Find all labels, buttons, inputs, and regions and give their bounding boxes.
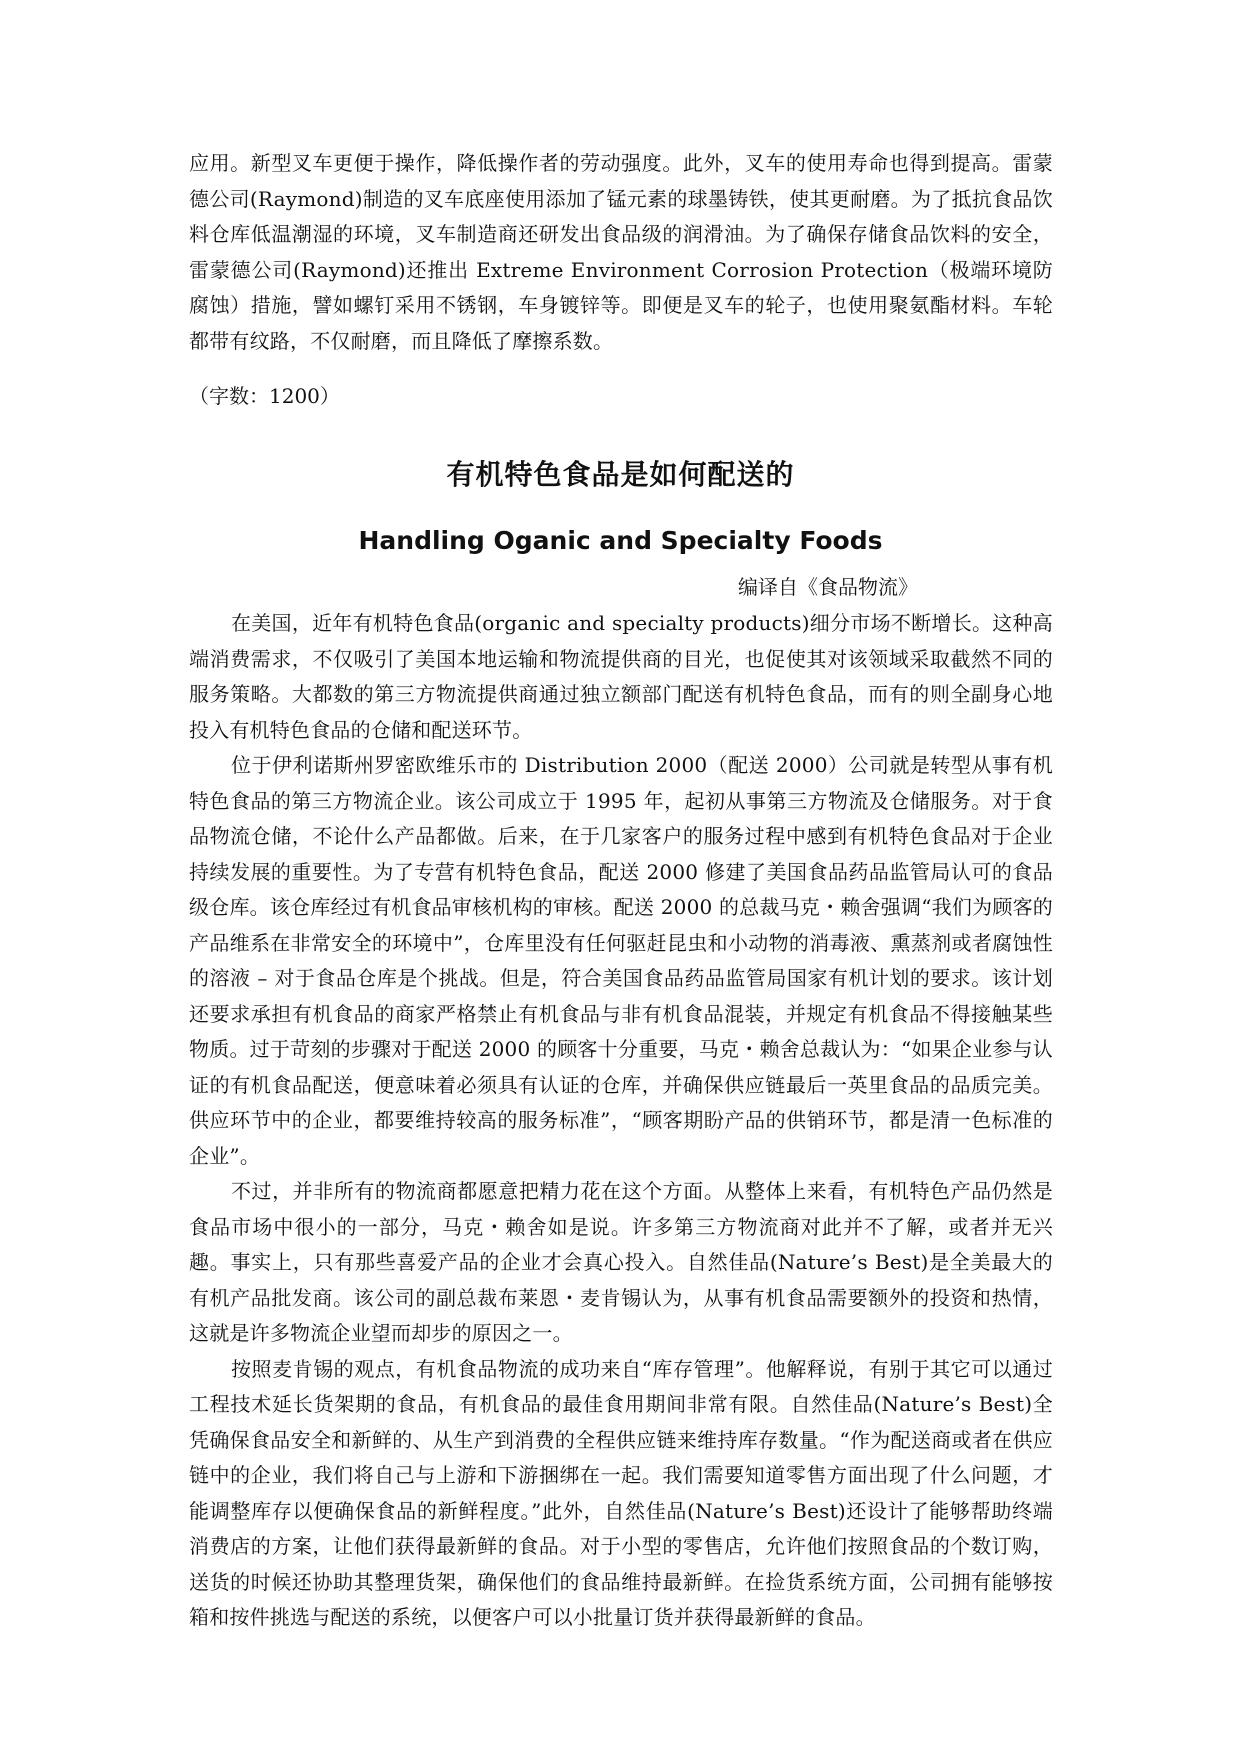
top-text-block (189, 146, 1053, 359)
word-count-note: （字数：1200） (189, 384, 340, 408)
body-paragraph: 位于伊利诺斯州罗密欧维乐市的 Distribution 2000（配送 2000）公司就是转型从事有机特色食品的第三方物流企业。该公司成立于 1995 年，起初从事第三方物流及仓储服务。对于食品物流仓储，不论什么产品都做。后来，在于几家客户的服务过程中感到有机特色食品对于企业持续发展的重要性。为了专营有机特色食品，配送 2000 修建了美国食品药品监管局认可的食品级仓库。该仓库经过有机食品审核机构的审核。配送 2000 的总裁马克・赖舍强调“我们为顾客的产品维系在非常安全的环境中”，仓库里没有任何驱赶昆虫和小动物的消毒液、熏蒸剂或者腐蚀性的溶液 – 对于食品仓库是个挑战。但是，符合美国食品药品监管局国家有机计划的要求。该计划还要求承担有机食品的商家严格禁止有机食品与非有机食品混装，并规定有机食品不得接触某些物质。过于苛刻的步骤对于配送 2000 的顾客十分重要，马克・赖舍总裁认为：“如果企业参与认证的有机食品配送，便意味着必须具有认证的仓库，并确保供应链最后一英里食品的品质完美。供应环节中的企业，都要维持较高的服务标准”，“顾客期盼产品的供销环节，都是清一色标准的企业”。 (189, 753, 1053, 1168)
body-paragraph: 不过，并非所有的物流商都愿意把精力花在这个方面。从整体上来看，有机特色产品仍然是食品市场中很小的一部分，马克・赖舍如是说。许多第三方物流商对此并不了解，或者并无兴趣。事实上，只有那些喜爱产品的企业才会真心投入。自然佳品(Nature’s Best)是全美最大的有机产品批发商。该公司的副总裁布莱恩・麦肯锡认为，从事有机食品需要额外的投资和热情，这就是许多物流企业望而却步的原因之一。 (189, 1179, 1053, 1345)
article-title-english: Handling Oganic and Specialty Foods (358, 526, 883, 555)
article-title-chinese: 有机特色食品是如何配送的 (446, 458, 795, 491)
paragraph-continuation: 应用。新型叉车更便于操作，降低操作者的劳动强度。此外，叉车的使用寿命也得到提高。雷蒙德公司(Raymond)制造的叉车底座使用添加了锰元素的球墨铸铁，使其更耐磨。为了抵抗食品饮料仓库低温潮湿的环境，叉车制造商还研发出食品级的润滑油。为了确保存储食品饮料的安全，雷蒙德公司(Raymond)还推出 Extreme Environment Corrosion Protection（极端环境防腐蚀）措施，譬如螺钉采用不锈钢，车身镀锌等。即便是叉车的轮子，也使用聚氨酯材料。车轮都带有纹路，不仅耐磨，而且降低了摩擦系数。 (189, 151, 1053, 353)
article-body (189, 606, 1053, 1636)
source-attribution: 编译自《食品物流》 (738, 575, 918, 599)
body-paragraph: 按照麦肯锡的观点，有机食品物流的成功来自“库存管理”。他解释说，有别于其它可以通过工程技术延长货架期的食品，有机食品的最佳食用期间非常有限。自然佳品(Nature’s Best)全凭确保食品安全和新鲜的、从生产到消费的全程供应链来维持库存数量。“作为配送商或者在供应链中的企业，我们将自己与上游和下游捆绑在一起。我们需要知道零售方面出现了什么问题，才能调整库存以便确保食品的新鲜程度。”此外，自然佳品(Nature’s Best)还设计了能够帮助终端消费店的方案，让他们获得最新鲜的食品。对于小型的零售店，允许他们按照食品的个数订购，送货的时候还协助其整理货架，确保他们的食品维持最新鲜。在捡货系统方面，公司拥有能够按箱和按件挑选与配送的系统，以便客户可以小批量订货并获得最新鲜的食品。 (189, 1356, 1053, 1629)
body-paragraph: 在美国，近年有机特色食品(organic and specialty products)细分市场不断增长。这种高端消费需求，不仅吸引了美国本地运输和物流提供商的目光，也促使其对该领域采取截然不同的服务策略。大都数的第三方物流提供商通过独立额部门配送有机特色食品，而有的则全副身心地投入有机特色食品的仓储和配送环节。 (189, 611, 1053, 742)
